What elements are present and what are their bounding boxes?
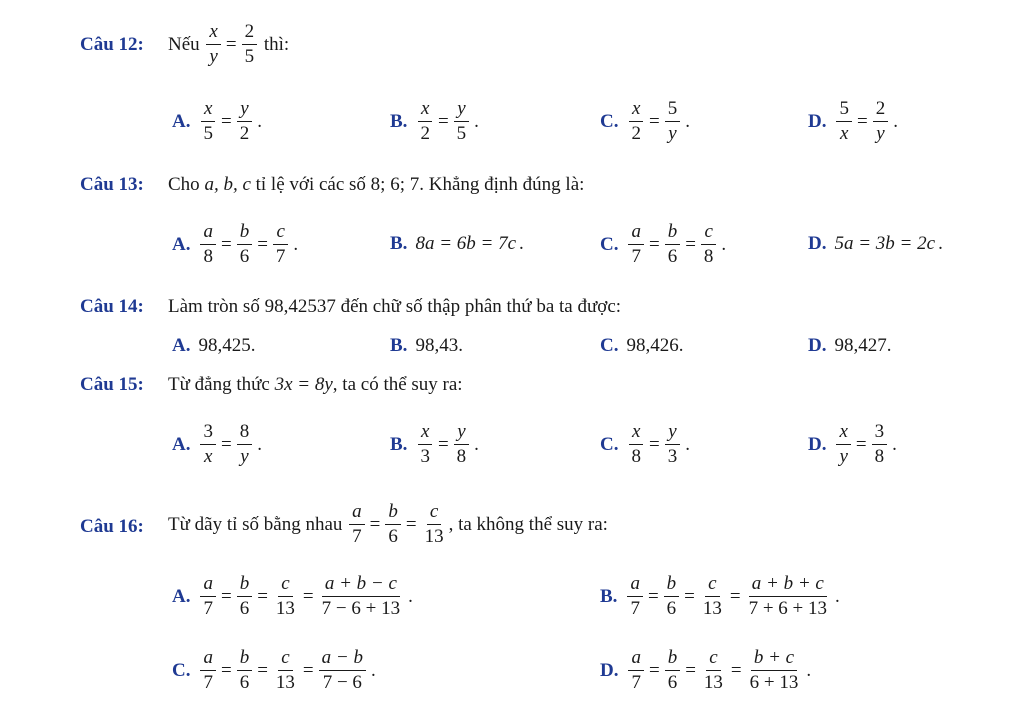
period: . (257, 110, 262, 132)
equals-sign: = (647, 585, 659, 607)
equals-sign: = (220, 585, 232, 607)
denominator: y (876, 123, 885, 144)
period: . (370, 659, 376, 681)
question-14-option-c[interactable] (600, 335, 683, 357)
equals-sign: = (648, 110, 660, 132)
denominator: 6 (239, 246, 250, 267)
denominator: y (240, 446, 249, 467)
period: . (408, 585, 413, 607)
denominator: 7 (352, 526, 362, 547)
option-letter: D. (808, 433, 827, 455)
equals-sign: = (405, 513, 417, 535)
fraction (417, 97, 433, 146)
question-12-option-d[interactable] (808, 97, 898, 146)
numerator: a (200, 646, 216, 671)
option-letter: B. (390, 335, 408, 356)
denominator: 13 (424, 526, 444, 547)
stem-text: thì: (263, 33, 290, 55)
numerator: c (706, 646, 720, 671)
denominator: 8 (631, 446, 641, 467)
period: . (474, 433, 479, 455)
question-12-option-b[interactable] (390, 97, 479, 146)
equals-sign: = (220, 233, 232, 255)
equals-sign: = (437, 110, 449, 132)
denominator: 7 (630, 598, 640, 619)
numerator: a (200, 220, 216, 245)
denominator: 8 (874, 446, 885, 467)
fraction (417, 420, 433, 469)
numerator: 5 (665, 97, 681, 122)
numerator: c (701, 220, 715, 245)
fraction (319, 572, 403, 621)
fraction (349, 500, 365, 549)
fraction (273, 646, 298, 695)
period: . (519, 233, 524, 254)
numerator: b (237, 572, 253, 597)
denominator: 7 − 6 + 13 (321, 598, 401, 619)
fraction (873, 97, 889, 146)
option-letter: A. (172, 233, 191, 255)
fraction (200, 572, 216, 621)
denominator: 8 (456, 446, 467, 467)
numerator: c (278, 646, 292, 671)
denominator: 7 (203, 672, 213, 693)
numerator: x (201, 97, 215, 122)
period: . (938, 233, 943, 254)
numerator: a (628, 220, 644, 245)
equals-sign: = (302, 659, 314, 681)
fraction (628, 420, 644, 469)
equals-sign: = (855, 433, 867, 455)
denominator: 5 (456, 123, 467, 144)
numerator: b (385, 500, 401, 525)
option-letter: B. (390, 433, 408, 455)
question-13-stem (168, 174, 584, 196)
stem-text: Cho (168, 174, 200, 195)
denominator: 13 (275, 672, 295, 693)
denominator: 3 (667, 446, 678, 467)
numerator: y (454, 97, 468, 122)
ratio-numbers: 8; 6; 7 (370, 174, 420, 195)
equals-sign: = (220, 110, 232, 132)
numerator: 5 (836, 97, 852, 122)
denominator: 6 (667, 246, 678, 267)
numerator: y (454, 420, 468, 445)
option-text: 98,43. (415, 335, 463, 356)
denominator: 2 (239, 123, 250, 144)
stem-text: . Khẳng định đúng là: (419, 174, 585, 195)
numerator: b (237, 646, 253, 671)
option-letter: B. (600, 585, 618, 607)
question-12-option-c[interactable] (600, 97, 690, 146)
equals-sign: = (257, 585, 268, 607)
denominator: 13 (275, 598, 295, 619)
question-13-option-a[interactable] (172, 220, 298, 269)
fraction (200, 97, 216, 146)
fraction (273, 220, 289, 269)
numerator: x (629, 420, 643, 445)
fraction (237, 97, 253, 146)
numerator: b + c (751, 646, 797, 671)
equation: 5a = 3b = 2c (834, 233, 936, 254)
fraction (237, 220, 253, 269)
option-letter: C. (600, 335, 619, 356)
numerator: b (665, 646, 681, 671)
numerator: a (628, 646, 644, 671)
period: . (806, 659, 812, 681)
numerator: x (836, 420, 850, 445)
fraction (665, 97, 681, 146)
denominator: 7 + 6 + 13 (748, 598, 828, 619)
numerator: x (629, 97, 643, 122)
option-letter: A. (172, 110, 191, 132)
denominator: x (204, 446, 213, 467)
option-letter: C. (600, 433, 619, 455)
numerator: c (427, 500, 441, 525)
equals-sign: = (225, 33, 237, 55)
denominator: 7 (631, 672, 641, 693)
numerator: a (627, 572, 643, 597)
equals-sign: = (648, 233, 660, 255)
option-letter: A. (172, 335, 191, 356)
fraction (422, 500, 447, 549)
fraction (627, 572, 643, 621)
period: . (293, 233, 299, 255)
option-letter: A. (172, 433, 191, 455)
denominator: 5 (244, 46, 255, 67)
option-letter: D. (808, 110, 827, 132)
fraction (700, 572, 725, 621)
fraction (747, 646, 802, 695)
fraction (836, 420, 850, 469)
fraction (237, 572, 253, 621)
question-15-option-b[interactable] (390, 420, 479, 469)
denominator: 8 (203, 246, 213, 267)
denominator: 13 (702, 598, 722, 619)
denominator: 8 (703, 246, 714, 267)
question-15-option-a[interactable] (172, 420, 262, 469)
question-15-option-d[interactable] (808, 420, 897, 469)
period: . (474, 110, 479, 132)
denominator: y (668, 123, 677, 144)
equals-sign: = (648, 433, 660, 455)
fraction (628, 220, 644, 269)
stem-text: Từ đẳng thức (168, 374, 270, 395)
numerator: x (418, 97, 432, 122)
denominator: 13 (703, 672, 723, 693)
period: . (257, 433, 262, 455)
equals-sign: = (685, 233, 696, 255)
numerator: x (206, 20, 220, 45)
fraction (242, 20, 258, 69)
fraction (664, 572, 680, 621)
option-text: 98,427. (834, 335, 892, 356)
option-letter: D. (808, 335, 827, 356)
fraction (237, 420, 253, 469)
denominator: 6 (666, 598, 677, 619)
denominator: x (840, 123, 849, 144)
question-12-label: Câu 12: (80, 34, 144, 55)
numerator: c (278, 572, 292, 597)
equals-sign: = (856, 110, 868, 132)
question-13-option-b[interactable] (390, 233, 524, 255)
period: . (721, 233, 727, 255)
denominator: 2 (631, 123, 641, 144)
denominator: 7 (203, 598, 213, 619)
period: . (892, 433, 897, 455)
numerator: y (237, 97, 251, 122)
numerator: c (273, 220, 287, 245)
question-16-stem (168, 500, 608, 549)
fraction (273, 572, 298, 621)
option-letter: B. (390, 233, 408, 254)
period: . (893, 110, 898, 132)
equals-sign: = (302, 585, 314, 607)
fraction (701, 646, 726, 695)
question-12-option-a[interactable] (172, 97, 262, 146)
question-14-label: Câu 14: (80, 296, 144, 317)
stem-text: Từ dãy tỉ số bằng nhau (168, 513, 343, 535)
question-14-option-a[interactable] (172, 335, 255, 357)
equals-sign: = (684, 585, 695, 607)
option-letter: C. (600, 110, 619, 132)
fraction (872, 420, 888, 469)
question-14-stem: Làm tròn số 98,42537 đến chữ số thập phân thứ ba ta được: (168, 296, 622, 317)
denominator: 7 − 6 (322, 672, 362, 693)
numerator: a (200, 572, 216, 597)
question-13-option-d[interactable] (808, 233, 943, 255)
question-16-option-c[interactable] (172, 646, 376, 695)
fraction (200, 220, 216, 269)
stem-text: tỉ lệ với các số (255, 174, 366, 195)
question-15-stem (168, 374, 463, 396)
question-16-label: Câu 16: (80, 516, 144, 537)
period: . (685, 110, 690, 132)
numerator: a − b (319, 646, 366, 671)
question-15-option-c[interactable] (600, 420, 690, 469)
equals-sign: = (369, 513, 381, 535)
equals-sign: = (220, 433, 232, 455)
option-letter: C. (172, 659, 191, 681)
denominator: 7 (275, 246, 286, 267)
question-14-option-d[interactable] (808, 335, 891, 357)
denominator: 6 (239, 672, 250, 693)
question-16-option-a[interactable] (172, 572, 413, 621)
option-letter: D. (808, 233, 827, 254)
numerator: b (665, 220, 681, 245)
numerator: y (665, 420, 679, 445)
fraction (206, 20, 220, 69)
numerator: 2 (242, 20, 258, 45)
fraction (454, 420, 470, 469)
fraction (665, 420, 681, 469)
variables: a, b, c (204, 174, 251, 195)
fraction (746, 572, 830, 621)
question-14-option-b[interactable] (390, 335, 463, 357)
numerator: x (418, 420, 432, 445)
option-letter: A. (172, 585, 191, 607)
equation: 8a = 6b = 7c (415, 233, 517, 254)
question-12-stem (168, 20, 289, 69)
denominator: 3 (420, 446, 430, 467)
denominator: 2 (420, 123, 430, 144)
numerator: a + b + c (749, 572, 827, 597)
stem-text: Nếu (168, 33, 200, 55)
option-letter: C. (600, 233, 619, 255)
numerator: c (705, 572, 719, 597)
equals-sign: = (220, 659, 232, 681)
equation: 3x = 8y (274, 374, 333, 395)
numerator: 3 (872, 420, 888, 445)
denominator: 5 (203, 123, 213, 144)
option-text: 98,426. (626, 335, 684, 356)
denominator: 6 (388, 526, 398, 547)
equals-sign: = (648, 659, 660, 681)
stem-text: , ta không thể suy ra: (448, 513, 608, 535)
fraction (701, 220, 717, 269)
fraction (200, 420, 216, 469)
question-16-option-b[interactable] (600, 572, 840, 621)
numerator: a + b − c (322, 572, 400, 597)
fraction (454, 97, 470, 146)
numerator: 8 (237, 420, 253, 445)
option-letter: D. (600, 659, 619, 681)
denominator: 7 (631, 246, 641, 267)
stem-text: , ta có thể suy ra: (332, 374, 463, 395)
fraction (665, 646, 681, 695)
question-15-label: Câu 15: (80, 374, 144, 395)
denominator: y (839, 446, 848, 467)
denominator: 6 (667, 672, 678, 693)
option-letter: B. (390, 110, 408, 132)
fraction (385, 500, 401, 549)
equals-sign: = (437, 433, 449, 455)
equals-sign: = (257, 659, 268, 681)
fraction (628, 97, 644, 146)
fraction (665, 220, 681, 269)
equals-sign: = (685, 659, 696, 681)
equals-sign: = (257, 233, 268, 255)
question-16-option-d[interactable] (600, 646, 811, 695)
denominator: 6 + 13 (749, 672, 799, 693)
fraction (836, 97, 852, 146)
numerator: a (349, 500, 365, 525)
question-13-option-c[interactable] (600, 220, 726, 269)
fraction (237, 646, 253, 695)
numerator: b (237, 220, 253, 245)
question-13-label: Câu 13: (80, 174, 144, 195)
period: . (835, 585, 840, 607)
period: . (685, 433, 690, 455)
denominator: y (209, 46, 218, 67)
option-text: 98,425. (198, 335, 256, 356)
fraction (319, 646, 366, 695)
numerator: 3 (200, 420, 216, 445)
equals-sign: = (729, 585, 741, 607)
numerator: b (664, 572, 680, 597)
fraction (200, 646, 216, 695)
fraction (628, 646, 644, 695)
equals-sign: = (730, 659, 742, 681)
denominator: 6 (239, 598, 250, 619)
numerator: 2 (873, 97, 889, 122)
